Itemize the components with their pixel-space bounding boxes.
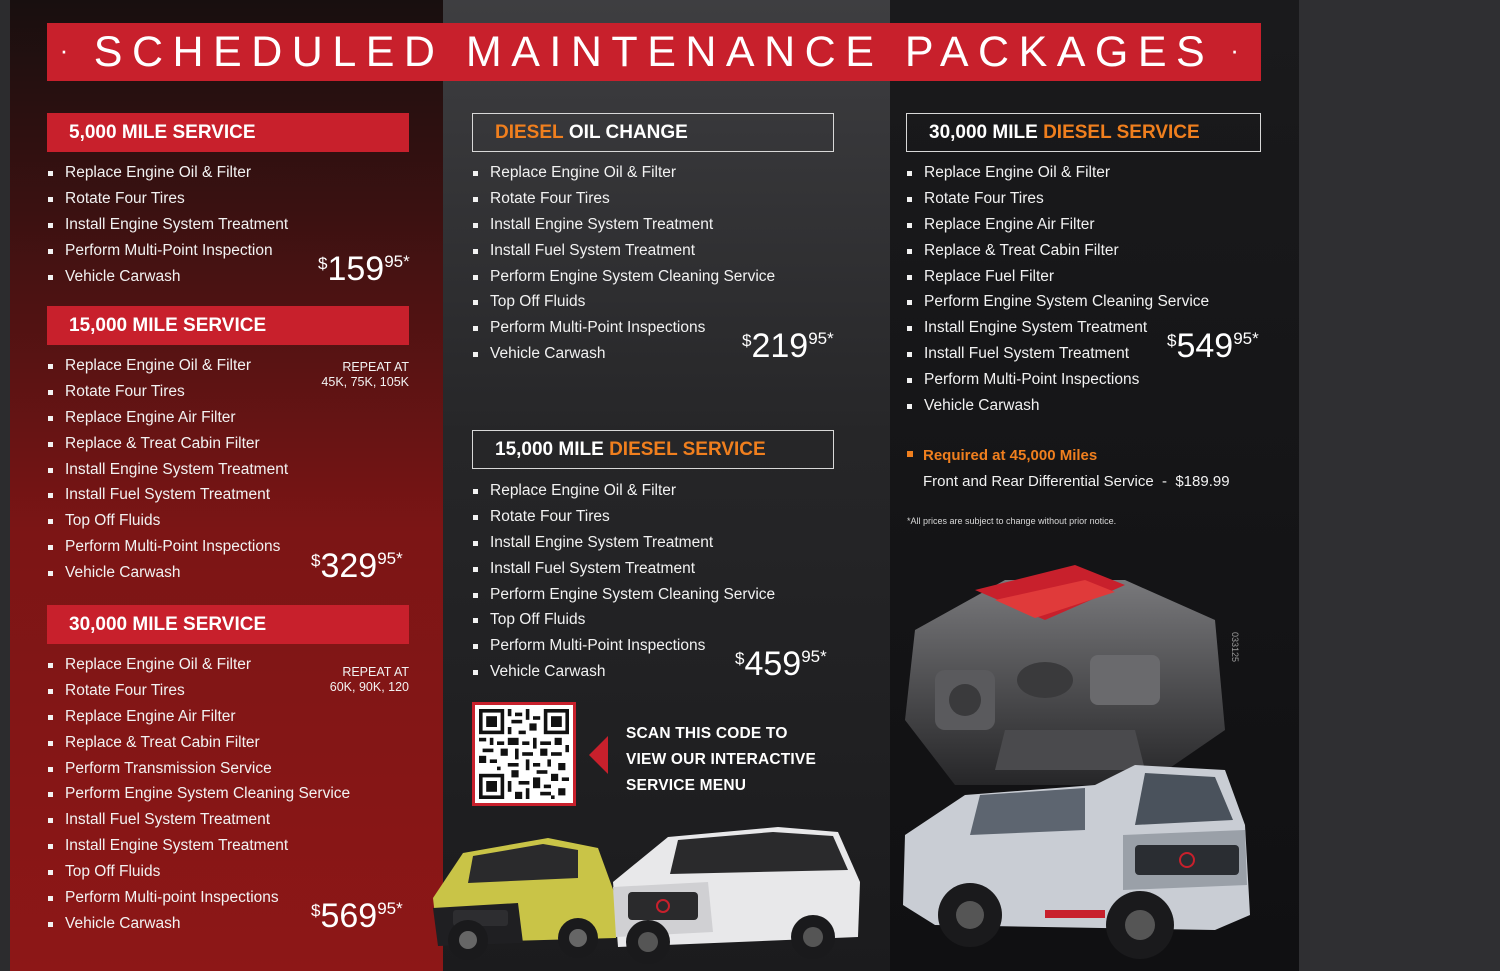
list-item: Vehicle Carwash [48,911,350,937]
price-currency: $ [311,901,321,920]
list-item: Install Engine System Treatment [48,833,350,859]
list-item: Perform Engine System Cleaning Service [907,289,1209,315]
list-item: Replace Engine Oil & Filter [473,160,775,186]
price-diesel-oil-change [742,329,834,363]
list-item: Perform Engine System Cleaning Service [473,582,775,608]
list-item: Top Off Fluids [48,859,350,885]
price-15000-mile-service [311,549,403,583]
price-15000-diesel-service [735,647,827,681]
list-item: Replace Engine Air Filter [48,405,288,431]
header-accent: DIESEL [495,121,564,143]
list-item: Top Off Fluids [48,508,288,534]
list-item: Install Fuel System Treatment [907,341,1209,367]
scan-line-2: VIEW OUR INTERACTIVE [626,750,817,768]
list-item: Replace Fuel Filter [907,264,1209,290]
price-cents: 95* [1233,329,1259,348]
list-item: Install Fuel System Treatment [48,482,288,508]
qr-code[interactable] [472,702,576,806]
qr-code-icon [479,709,569,799]
banner-dot-right: · [1230,34,1249,65]
price-amount: 549 [1176,327,1234,365]
page-title: SCHEDULED MAINTENANCE PACKAGES [93,27,1215,76]
list-item: Replace Engine Oil & Filter [48,353,288,379]
list-item: Vehicle Carwash [473,341,775,367]
price-currency: $ [1167,331,1177,350]
list-item: Rotate Four Tires [48,678,350,704]
price-amount: 459 [744,645,802,683]
repeat-label: REPEAT AT [342,360,409,374]
repeat-note-15000 [269,360,409,390]
price-cents: 95* [808,329,834,348]
price-5000-mile-service [318,252,410,286]
list-item: Install Fuel System Treatment [473,238,775,264]
header-30000-diesel-service [906,113,1261,152]
list-item: Replace & Treat Cabin Filter [907,238,1209,264]
list-30000-mile-service [48,652,350,937]
price-amount: 329 [320,547,378,585]
list-item: Top Off Fluids [473,289,775,315]
list-item: Top Off Fluids [473,607,775,633]
price-currency: $ [735,649,745,668]
header-15000-mile-service: 15,000 MILE SERVICE [47,306,409,345]
list-item: Install Fuel System Treatment [473,556,775,582]
list-item: Install Engine System Treatment [473,212,775,238]
list-item: Rotate Four Tires [473,186,775,212]
price-amount: 569 [320,897,378,935]
list-item: Replace & Treat Cabin Filter [48,431,288,457]
side-margin [1299,0,1500,971]
list-item: Perform Engine System Cleaning Service [473,264,775,290]
price-cents: 95* [384,252,410,271]
repeat-label: REPEAT AT [342,665,409,679]
compact-suv-image [428,828,623,963]
list-30000-diesel-service [907,160,1209,419]
list-15000-diesel-service [473,478,775,685]
header-text: 30,000 MILE [929,121,1044,143]
arrow-left-icon [589,736,608,774]
list-item: Install Fuel System Treatment [48,807,350,833]
price-currency: $ [318,254,328,273]
page-edge [0,0,10,971]
price-amount: 219 [751,327,809,365]
list-item: Replace Engine Oil & Filter [48,160,288,186]
list-item: Replace Engine Oil & Filter [473,478,775,504]
price-cents: 95* [377,899,403,918]
list-item: Perform Multi-Point Inspections [907,367,1209,393]
list-item: Rotate Four Tires [907,186,1209,212]
list-item: Vehicle Carwash [48,560,288,586]
banner-dot-left: · [59,34,78,65]
list-5000-mile-service [48,160,288,289]
list-item: Perform Multi-Point Inspections [48,534,288,560]
list-item: Install Engine System Treatment [48,212,288,238]
list-item: Replace & Treat Cabin Filter [48,730,350,756]
scan-instruction [626,721,816,798]
list-item: Rotate Four Tires [48,379,288,405]
list-diesel-oil-change [473,160,775,367]
price-30000-mile-service [311,899,403,933]
repeat-intervals: 60K, 90K, 120 [329,680,409,694]
differential-service-price: Front and Rear Differential Service - $189.99 [923,473,1230,490]
list-item: Replace Engine Air Filter [48,704,350,730]
header-text: 15,000 MILE [495,438,610,460]
header-accent: DIESEL SERVICE [609,438,766,460]
list-item: Perform Multi-Point Inspections [473,633,775,659]
price-cents: 95* [377,549,403,568]
full-size-suv-image [608,822,866,967]
list-item: Perform Engine System Cleaning Service [48,781,350,807]
list-item: Rotate Four Tires [473,504,775,530]
list-item: Install Engine System Treatment [907,315,1209,341]
list-item: Replace Engine Oil & Filter [48,652,350,678]
document-code: 033125 [1230,632,1240,663]
list-item: Perform Multi-Point Inspections [473,315,775,341]
list-15000-mile-service [48,353,288,586]
pickup-truck-image [895,755,1265,965]
header-text: OIL CHANGE [563,121,688,143]
price-cents: 95* [801,647,827,666]
list-item: Install Engine System Treatment [473,530,775,556]
scan-line-1: SCAN THIS CODE TO [626,725,788,742]
repeat-intervals: 45K, 75K, 105K [321,375,409,389]
header-diesel-oil-change [472,113,834,152]
header-15000-diesel-service [472,430,834,469]
list-item: Perform Transmission Service [48,756,350,782]
price-30000-diesel-service [1167,329,1259,363]
list-item: Vehicle Carwash [907,393,1209,419]
price-currency: $ [311,551,321,570]
price-disclaimer: *All prices are subject to change without prior notice. [907,516,1117,526]
header-accent: DIESEL SERVICE [1043,121,1200,143]
list-item: Perform Multi-point Inspections [48,885,350,911]
page-title-banner [47,23,1261,81]
header-5000-mile-service: 5,000 MILE SERVICE [47,113,409,152]
list-item: Vehicle Carwash [473,659,775,685]
list-item: Perform Multi-Point Inspection [48,238,288,264]
price-amount: 159 [327,250,385,288]
list-item: Install Engine System Treatment [48,457,288,483]
list-item: Replace Engine Oil & Filter [907,160,1209,186]
list-item: Vehicle Carwash [48,264,288,290]
scan-line-3: SERVICE MENU [626,776,747,794]
list-item: Replace Engine Air Filter [907,212,1209,238]
header-30000-mile-service: 30,000 MILE SERVICE [47,605,409,644]
list-item: Rotate Four Tires [48,186,288,212]
price-currency: $ [742,331,752,350]
required-at-45000-label: Required at 45,000 Miles [907,447,1097,464]
